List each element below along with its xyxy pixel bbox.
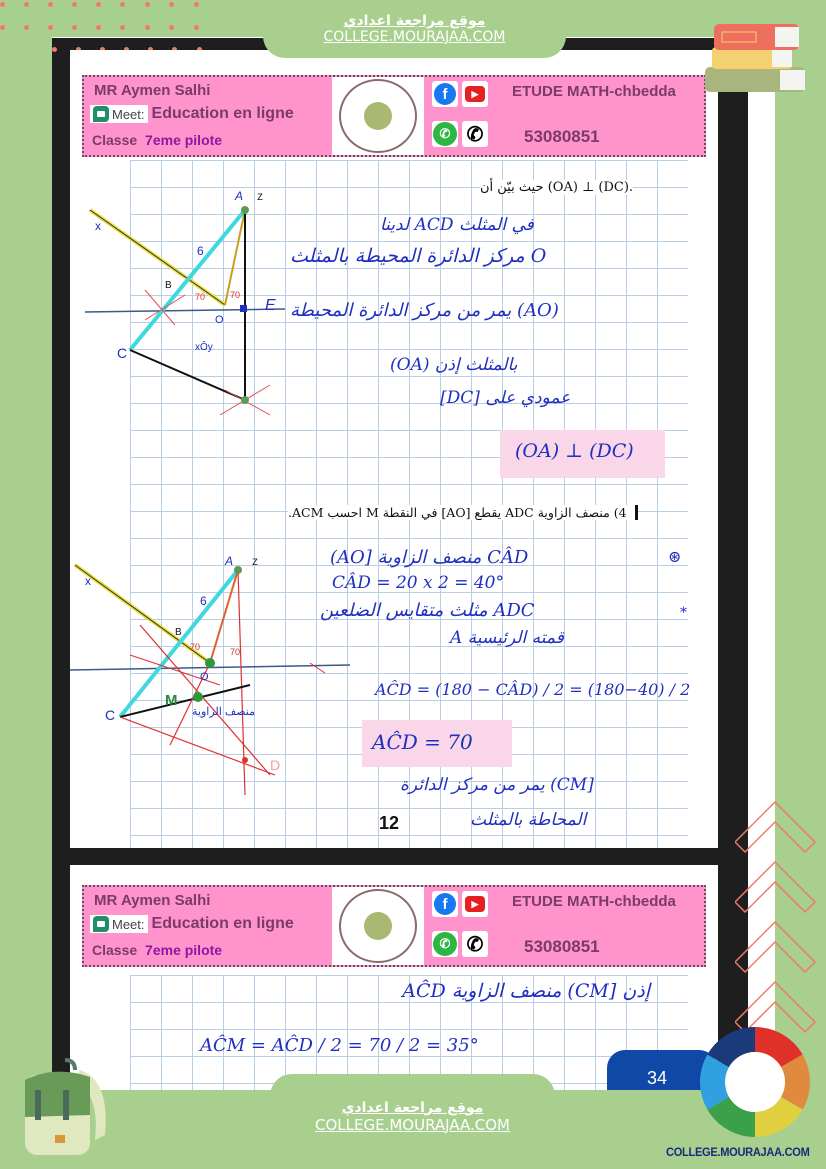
svg-text:z: z bbox=[257, 189, 263, 203]
svg-text:O: O bbox=[200, 671, 209, 683]
q4-note-line-2: المحاطة بالمثلث bbox=[470, 810, 587, 830]
site-domain: COLLEGE.MOURAJAA.COM bbox=[323, 29, 506, 45]
google-meet-icon bbox=[93, 916, 109, 932]
star-mark-1: ⊛ bbox=[668, 547, 682, 566]
q3-line-4: بالمثلث إذن (OA) bbox=[390, 355, 518, 375]
logo-seal-icon bbox=[339, 889, 417, 963]
svg-text:xÔy: xÔy bbox=[195, 342, 213, 353]
tree-icon bbox=[364, 912, 392, 940]
school-logo bbox=[332, 887, 424, 965]
footer-brand: COLLEGE.MOURAJAA.COM bbox=[666, 1145, 810, 1159]
svg-text:70: 70 bbox=[230, 647, 241, 657]
tree-icon bbox=[364, 102, 392, 130]
svg-text:D: D bbox=[270, 757, 281, 773]
svg-text:6: 6 bbox=[197, 244, 204, 258]
meet-row bbox=[90, 105, 294, 123]
meet-label: Meet: bbox=[112, 106, 145, 122]
whatsapp-icon[interactable]: ✆ bbox=[432, 121, 458, 147]
meet-value: Education en ligne bbox=[151, 915, 294, 932]
svg-text:x: x bbox=[85, 574, 91, 588]
class-label: Classe bbox=[92, 942, 138, 958]
class-value: 7eme pilote bbox=[145, 132, 223, 148]
q3-line-5: عمودي على [DC] bbox=[440, 388, 571, 408]
q4-line-4: قمته الرئيسية A bbox=[450, 628, 564, 648]
geometry-figure-2 bbox=[70, 545, 360, 795]
meet-value: Education en ligne bbox=[151, 105, 294, 122]
svg-text:6: 6 bbox=[200, 594, 207, 608]
study-label: ETUDE MATH-chbedda bbox=[512, 893, 676, 910]
meet-chip bbox=[90, 105, 148, 123]
header-banner bbox=[82, 75, 706, 157]
site-link-top[interactable] bbox=[263, 0, 566, 58]
svg-text:A: A bbox=[225, 554, 234, 568]
p2-line-1: إذن [CM) منصف الزاوية AĈD bbox=[402, 980, 650, 1002]
svg-text:70: 70 bbox=[195, 292, 206, 302]
question-3-text: حيث بيّن أن (OA) ⊥ (DC). bbox=[480, 180, 634, 195]
school-logo bbox=[332, 77, 424, 155]
study-label: ETUDE MATH-chbedda bbox=[512, 83, 676, 100]
meet-chip bbox=[90, 915, 148, 933]
phone-number: 53080851 bbox=[524, 127, 600, 146]
q4-line-2: CÂD = 20 x 2 = 40° bbox=[332, 573, 504, 593]
phone-number: 53080851 bbox=[524, 937, 600, 956]
books-icon bbox=[700, 12, 815, 97]
social-icons-top bbox=[432, 891, 488, 917]
social-icons-bottom bbox=[432, 121, 488, 147]
page-number: 12 bbox=[379, 813, 400, 833]
svg-text:M: M bbox=[165, 692, 178, 709]
q4-line-3: ADC مثلث متقايس الضلعين bbox=[320, 600, 535, 621]
phone-icon[interactable]: ✆ bbox=[462, 121, 488, 147]
star-mark-2: * bbox=[680, 605, 687, 621]
meet-label: Meet: bbox=[112, 916, 145, 932]
svg-text:70: 70 bbox=[190, 642, 201, 652]
svg-text:C: C bbox=[117, 345, 128, 361]
left-margin bbox=[0, 37, 52, 1072]
q4-line-1: CÂD منصف الزاوية [AO) bbox=[330, 547, 529, 568]
backpack-icon bbox=[15, 1055, 115, 1160]
meet-row bbox=[90, 915, 294, 933]
svg-text:A: A bbox=[235, 189, 244, 203]
site-logo-ring bbox=[695, 1022, 815, 1142]
svg-text:C: C bbox=[105, 707, 116, 723]
header-banner-2 bbox=[82, 885, 706, 967]
q4-result: AĈD = 70 bbox=[372, 730, 473, 754]
svg-text:B: B bbox=[165, 280, 172, 291]
svg-text:O: O bbox=[215, 314, 224, 326]
site-arabic-title: موقع مراجعة اعدادي bbox=[343, 13, 486, 29]
social-icons-bottom bbox=[432, 931, 488, 957]
class-row bbox=[92, 132, 222, 148]
google-meet-icon bbox=[93, 106, 109, 122]
social-icons-top bbox=[432, 81, 488, 107]
q4-line-5: AĈD = (180 − CÂD) / 2 = (180−40) / 2 bbox=[375, 680, 691, 699]
site-link-bottom[interactable] bbox=[270, 1074, 555, 1169]
worksheet-page-1 bbox=[70, 50, 718, 848]
teacher-name: MR Aymen Salhi bbox=[94, 892, 211, 909]
class-label: Classe bbox=[92, 132, 138, 148]
site-domain: COLLEGE.MOURAJAA.COM bbox=[315, 1115, 510, 1134]
q3-line-2: O مركز الدائرة المحيطة بالمثلث bbox=[290, 245, 547, 267]
phone-icon[interactable]: ✆ bbox=[462, 931, 488, 957]
teacher-name: MR Aymen Salhi bbox=[94, 82, 211, 99]
chevrons-decoration bbox=[735, 790, 825, 1040]
svg-text:E: E bbox=[265, 297, 276, 314]
logo-seal-icon bbox=[339, 79, 417, 153]
facebook-icon[interactable]: f bbox=[432, 81, 458, 107]
q3-line-1: في المثلث ACD لدينا bbox=[380, 215, 534, 235]
geometry-figure-1 bbox=[85, 180, 285, 420]
youtube-icon[interactable]: ▶ bbox=[462, 891, 488, 917]
q4-note-line-1: [CM) يمر من مركز الدائرة bbox=[400, 775, 594, 795]
svg-text:منصف الزاوية: منصف الزاوية bbox=[192, 706, 255, 718]
page-badge: 34 bbox=[607, 1050, 717, 1090]
whatsapp-icon[interactable]: ✆ bbox=[432, 931, 458, 957]
q3-line-3: (AO) يمر من مركز الدائرة المحيطة bbox=[290, 300, 559, 321]
class-value: 7eme pilote bbox=[145, 942, 223, 958]
class-row bbox=[92, 942, 222, 958]
svg-text:70: 70 bbox=[230, 290, 241, 300]
site-arabic-title: موقع مراجعة اعدادي bbox=[341, 1099, 484, 1116]
svg-text:x: x bbox=[95, 219, 101, 233]
facebook-icon[interactable]: f bbox=[432, 891, 458, 917]
p2-line-2: AĈM = AĈD / 2 = 70 / 2 = 35° bbox=[200, 1035, 479, 1056]
youtube-icon[interactable]: ▶ bbox=[462, 81, 488, 107]
svg-text:z: z bbox=[252, 554, 258, 568]
q3-result: (OA) ⊥ (DC) bbox=[515, 440, 634, 462]
svg-text:B: B bbox=[175, 627, 182, 638]
question-4-text: 4) منصف الزاوية ADC يقطع [AO] في النقطة M احسب ACM. bbox=[288, 505, 638, 520]
